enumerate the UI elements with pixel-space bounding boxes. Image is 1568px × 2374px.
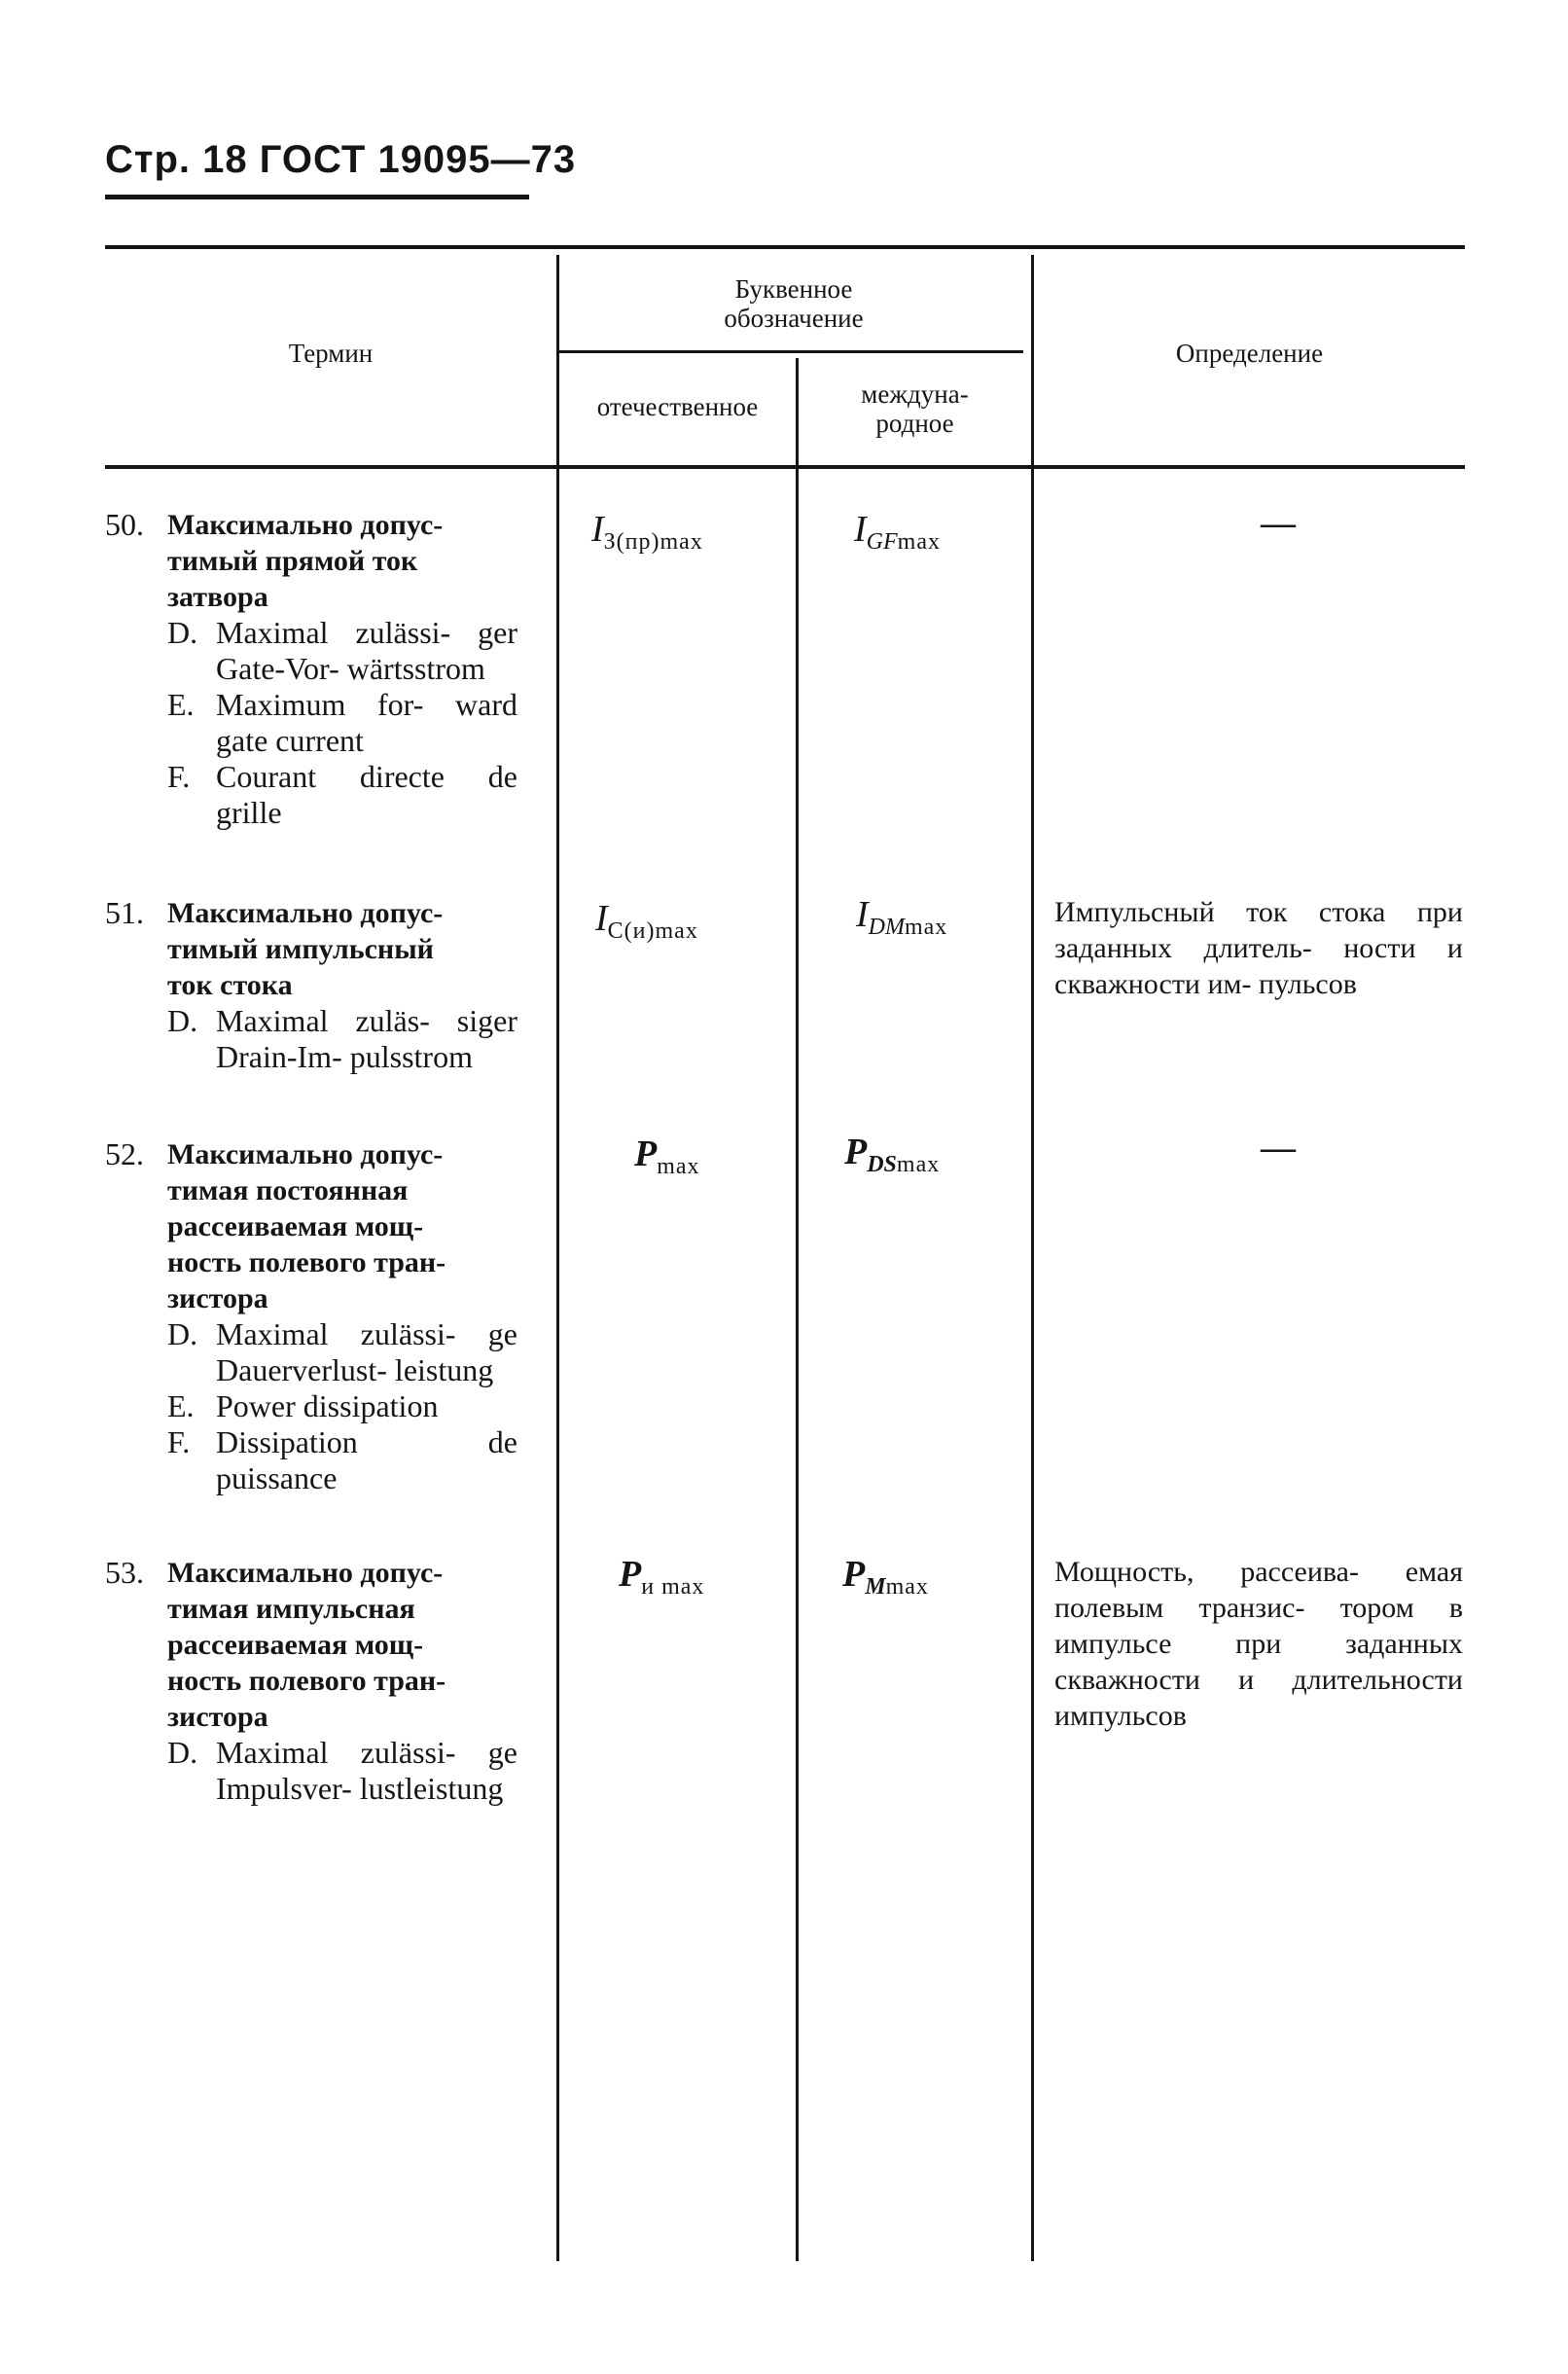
- international-line-2: родное: [875, 409, 954, 438]
- symbol-subscript: GF: [866, 529, 898, 555]
- definition-dash: —: [1261, 1128, 1296, 1167]
- column-header-letter-designation: [556, 274, 1031, 333]
- column-header-definition: Определение: [1175, 339, 1324, 368]
- term-en-text: Power dissipation: [216, 1388, 439, 1423]
- header-underline: [105, 195, 529, 199]
- term-ru-line: Максимально допус-: [167, 1138, 444, 1170]
- term-de-text: Maximal zulässi- ge Dauerverlust- leistung: [216, 1316, 517, 1387]
- column-header-international: [799, 379, 1031, 438]
- lang-label-fr: F.: [167, 759, 191, 794]
- lang-label-de: D.: [167, 1735, 198, 1770]
- letter-designation-line-1: Буквенное: [734, 274, 853, 304]
- entry-number: 50.: [105, 507, 144, 542]
- domestic-symbol: [619, 1555, 704, 1606]
- term-de-text: Maximal zuläs- siger Drain-Im- pulsstrom: [216, 1003, 517, 1074]
- term-de: [167, 615, 517, 687]
- term-en: [167, 687, 517, 759]
- column-header-term: Термин: [288, 339, 374, 368]
- international-symbol: [842, 1555, 929, 1606]
- column-divider-definition: [1031, 255, 1034, 2261]
- lang-label-de: D.: [167, 1316, 198, 1351]
- term-ru-line: затвора: [167, 581, 268, 613]
- table-head-bottom-rule: [105, 465, 1465, 469]
- lang-label-de: D.: [167, 1003, 198, 1038]
- symbol-subscript: С(и)max: [607, 918, 698, 944]
- term-ru: [167, 1555, 517, 1735]
- international-symbol: [854, 510, 941, 561]
- domestic-symbol: [591, 510, 703, 561]
- symbol-subscript: DM: [868, 915, 905, 940]
- term-ru-line: тимая постоянная: [167, 1174, 409, 1206]
- lang-label-en: E.: [167, 687, 195, 722]
- domestic-symbol: [595, 899, 698, 951]
- term-fr-text: Dissipation de puissance: [216, 1424, 517, 1495]
- term-ru-line: Максимально допус-: [167, 509, 444, 541]
- symbol-main: I: [856, 894, 869, 935]
- domestic-symbol: [634, 1134, 700, 1186]
- term-ru: [167, 507, 517, 615]
- symbol-subscript: max: [657, 1154, 700, 1179]
- term-fr-text: Courant directe de grille: [216, 759, 517, 830]
- international-line-1: междуна-: [861, 379, 969, 409]
- term-ru-line: зистора: [167, 1701, 268, 1733]
- term-de-text: Maximal zulässi- ger Gate-Vor- wärtsstrom: [216, 615, 517, 686]
- symbol-subscript-max: max: [885, 1574, 929, 1600]
- table-top-rule: [105, 245, 1465, 249]
- term-fr: [167, 759, 517, 831]
- symbol-subscript: DS: [867, 1152, 897, 1177]
- term-de: [167, 1316, 517, 1388]
- term-entry: [167, 1136, 517, 1496]
- column-divider-symbols: [796, 358, 799, 2261]
- lang-label-en: E.: [167, 1388, 195, 1423]
- term-entry: [167, 1555, 517, 1807]
- symbol-subscript-max: max: [896, 1152, 941, 1177]
- symbol-subscript: M: [865, 1574, 886, 1600]
- symbol-subscript: З(пр)max: [603, 529, 703, 555]
- term-en-text: Maximum for- ward gate current: [216, 687, 517, 758]
- column-divider-term: [556, 255, 559, 2261]
- column-header-domestic: отечественное: [596, 392, 759, 421]
- definition-text: Импульсный ток стока при заданных длитель- ности и скважности им- пульсов: [1054, 896, 1463, 1000]
- symbol-main: P: [844, 1132, 868, 1172]
- term-entry: [167, 507, 517, 831]
- term-ru-line: ность полевого тран-: [167, 1665, 446, 1697]
- term-de-text: Maximal zulässi- ge Impulsver- lustleistung: [216, 1735, 517, 1806]
- international-symbol: [856, 895, 947, 947]
- entry-number: 53.: [105, 1555, 144, 1590]
- term-ru-line: Максимально допус-: [167, 897, 444, 929]
- term-ru-line: тимая импульсная: [167, 1593, 415, 1625]
- term-ru-line: тимый импульсный: [167, 933, 434, 965]
- entry-number: 52.: [105, 1136, 144, 1171]
- symbol-main: I: [591, 509, 604, 550]
- symbol-main: I: [854, 509, 867, 550]
- letter-designation-line-2: обозначение: [724, 304, 864, 333]
- term-ru-line: тимый прямой ток: [167, 545, 418, 577]
- symbol-main: P: [634, 1133, 658, 1174]
- term-en: [167, 1388, 517, 1424]
- entry-number: 51.: [105, 895, 144, 930]
- term-de: [167, 1735, 517, 1807]
- term-ru-line: рассеиваемая мощ-: [167, 1210, 424, 1242]
- term-ru-line: зистора: [167, 1282, 268, 1314]
- page-header: Стр. 18 ГОСТ 19095—73: [105, 138, 577, 181]
- symbol-main: I: [595, 898, 608, 939]
- term-fr: [167, 1424, 517, 1496]
- term-entry: [167, 895, 517, 1075]
- international-symbol: [844, 1133, 940, 1184]
- term-ru-line: ток стока: [167, 969, 293, 1001]
- symbol-subscript: и max: [641, 1574, 705, 1600]
- term-ru: [167, 895, 517, 1003]
- definition-text: Мощность, рассеива- емая полевым транзис- тором в импульсе при заданных скважности и длительности импульсов: [1054, 1556, 1463, 1732]
- term-ru: [167, 1136, 517, 1316]
- definition-dash: —: [1261, 503, 1296, 542]
- lang-label-de: D.: [167, 615, 198, 650]
- symbol-main: P: [842, 1554, 866, 1595]
- term-ru-line: ность полевого тран-: [167, 1246, 446, 1278]
- lang-label-fr: F.: [167, 1424, 191, 1459]
- symbol-subscript-max: max: [897, 529, 941, 555]
- term-de: [167, 1003, 517, 1075]
- term-ru-line: Максимально допус-: [167, 1557, 444, 1589]
- term-ru-line: рассеиваемая мощ-: [167, 1629, 424, 1661]
- head-split-rule: [556, 350, 1023, 353]
- symbol-main: P: [619, 1554, 642, 1595]
- symbol-subscript-max: max: [904, 915, 948, 940]
